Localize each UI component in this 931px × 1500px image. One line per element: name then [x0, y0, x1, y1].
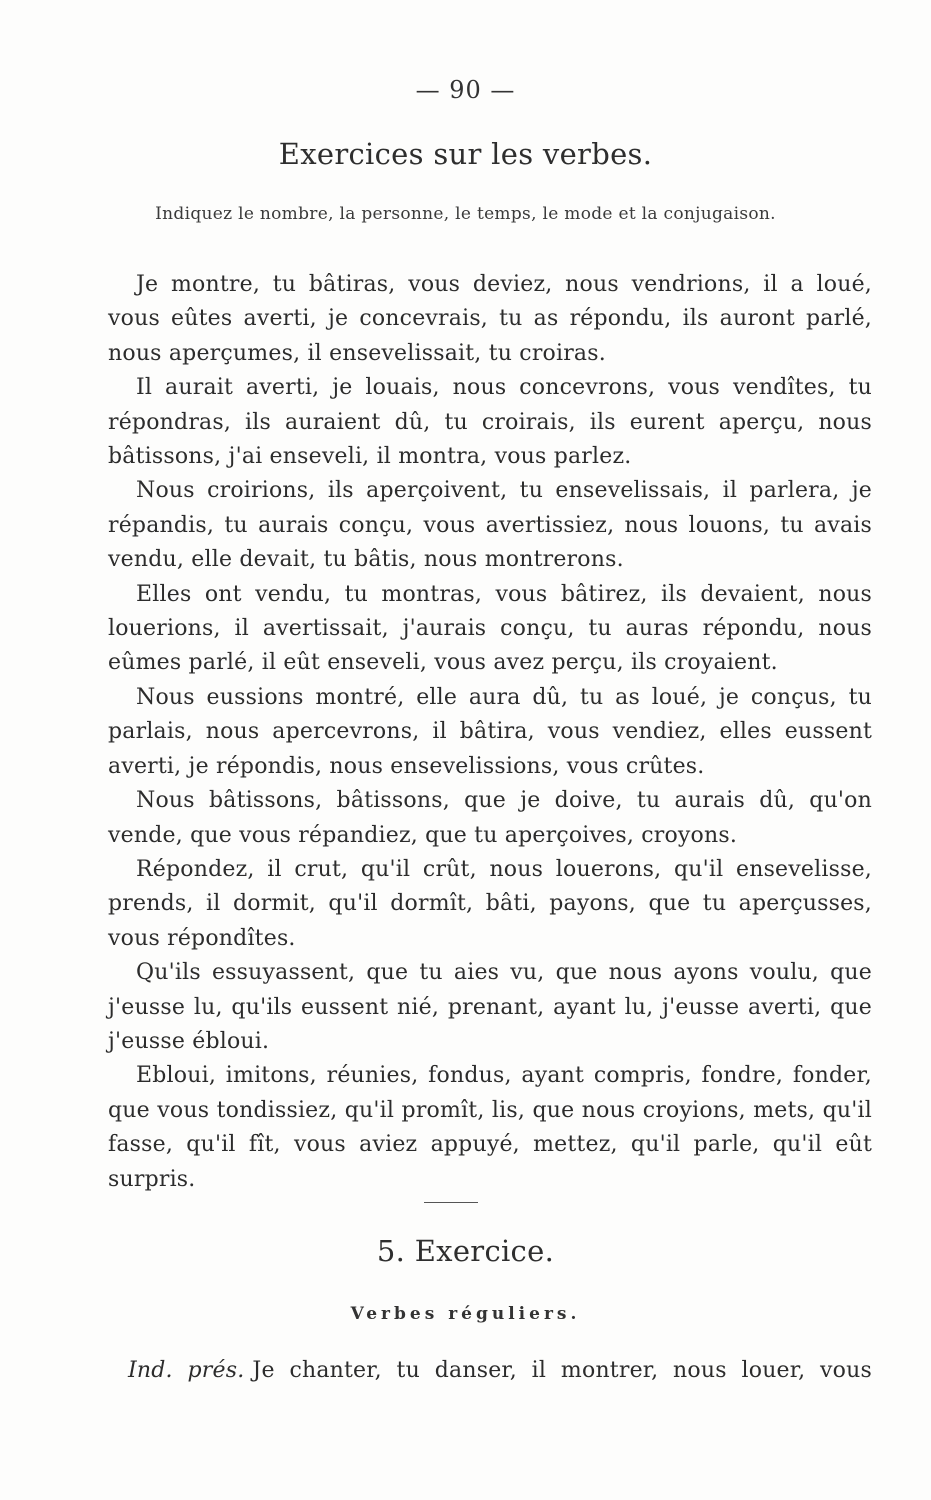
paragraph: Elles ont vendu, tu montras, vous bâtirez, ils devaient, nous louerions, il avertissait, j'aurais conçu, tu auras répondu, nous eûmes parlé, il eût enseveli, vous avez perçu, ils croyaient. [108, 581, 872, 676]
subheading: Verbes réguliers. [350, 1304, 581, 1324]
paragraph: Je montre, tu bâtiras, vous deviez, nous vendrions, il a loué, vous eûtes averti, je concevrais, tu as répondu, ils auront parlé, nous aperçumes, il ensevelissait, tu croiras. [108, 272, 872, 366]
paragraph: Il aurait averti, je louais, nous concevrons, vous vendîtes, tu répondras, ils auraient dû, tu croirais, ils eurent aperçu, nous bâtissons, j'ai enseveli, il montra, vous parlez. [108, 375, 872, 470]
paragraph: Nous croirions, ils aperçoivent, tu ensevelissais, il parlera, je répandis, tu aurais conçu, vous avertissiez, nous louons, tu avais vendu, elle devait, tu bâtis, nous montrerons. [108, 478, 872, 573]
paragraph: Ebloui, imitons, réunies, fondus, ayant compris, fondre, fonder, que vous tondissiez, qu'il promît, lis, que nous croyions, mets, qu'il fasse, qu'il fît, vous aviez appuyé, mettez, qu'il parle, qu'il eût surpris. [108, 1063, 872, 1192]
exercise-line [108, 1354, 872, 1388]
paragraph: Nous eussions montré, elle aura dû, tu as loué, je conçus, tu parlais, nous apercevrons, il bâtira, vous vendiez, elles eussent averti, je répondis, nous ensevelissions, vous crûtes. [108, 684, 872, 779]
page-title: Exercices sur les verbes. [278, 137, 653, 171]
paragraph: Répondez, il crut, qu'il crût, nous louerons, qu'il ensevelisse, prends, il dormit, qu'il dormît, bâti, payons, que tu aperçusses, vous répondîtes. [108, 856, 872, 951]
exercise-text [108, 268, 872, 1197]
exercise-line-text: Je chanter, tu danser, il montrer, nous louer, vous [252, 1358, 872, 1383]
paragraph: Nous bâtissons, bâtissons, que je doive, tu aurais dû, qu'on vende, que vous répandiez, que tu aperçoives, croyons. [108, 788, 872, 848]
exercise-instructions: Indiquez le nombre, la personne, le temps, le mode et la conjugaison. [155, 204, 776, 224]
section-heading: 5. Exercice. [376, 1234, 555, 1268]
page-number: — 90 — [415, 76, 516, 104]
paragraph: Qu'ils essuyassent, que tu aies vu, que nous ayons voulu, que j'eusse lu, qu'ils eussent nié, prenant, ayant lu, j'eusse averti, que j'eusse ébloui. [108, 960, 872, 1054]
tense-label: Ind. prés. [128, 1358, 245, 1383]
section-divider [424, 1202, 478, 1203]
